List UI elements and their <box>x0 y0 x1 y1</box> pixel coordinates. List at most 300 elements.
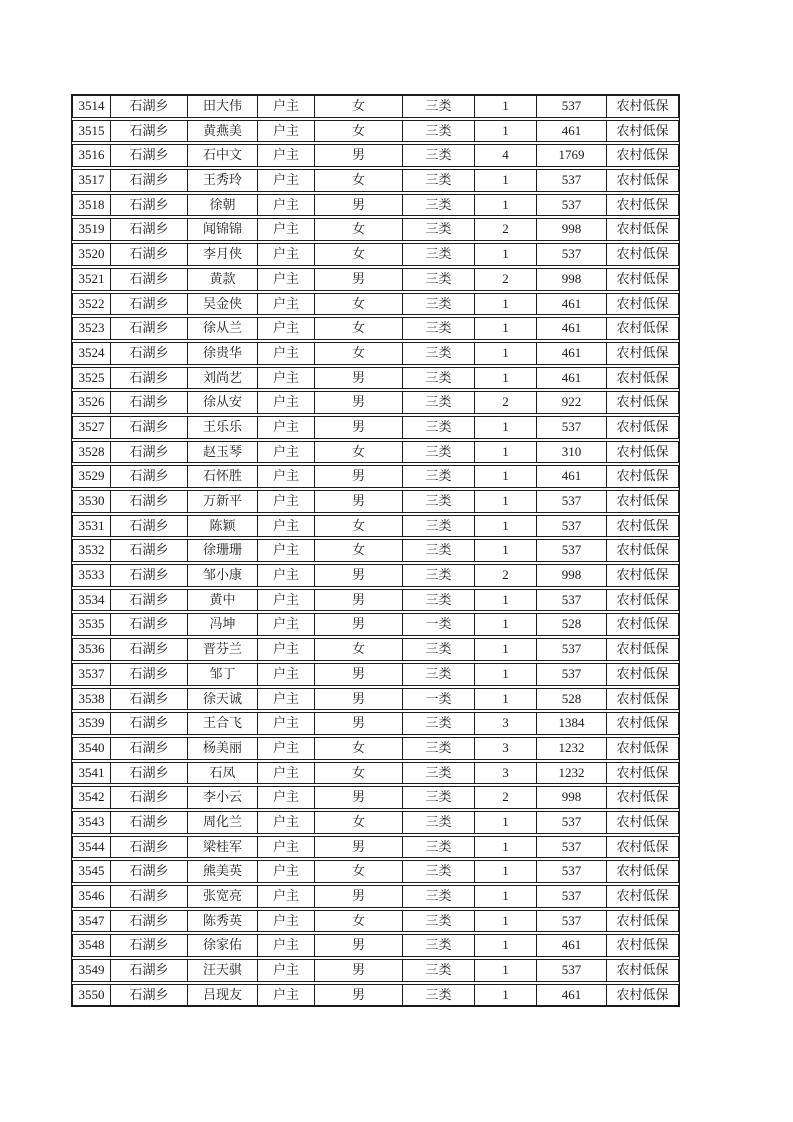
cell-name: 邹丁 <box>188 663 258 686</box>
cell-person-count: 1 <box>475 638 537 661</box>
cell-welfare-type: 农村低保 <box>607 613 679 636</box>
cell-name: 王合飞 <box>188 712 258 735</box>
cell-relation: 户主 <box>258 367 315 390</box>
cell-gender: 男 <box>315 564 403 587</box>
cell-gender: 女 <box>315 811 403 834</box>
cell-welfare-type: 农村低保 <box>607 317 679 340</box>
cell-welfare-type: 农村低保 <box>607 589 679 612</box>
cell-category: 三类 <box>403 243 475 266</box>
cell-name: 吴金侠 <box>188 293 258 316</box>
cell-relation: 户主 <box>258 885 315 908</box>
cell-amount: 537 <box>537 959 607 982</box>
cell-relation: 户主 <box>258 811 315 834</box>
table-row <box>72 441 679 464</box>
cell-amount: 998 <box>537 268 607 291</box>
table-row <box>72 144 679 167</box>
cell-serial-number: 3548 <box>72 934 111 957</box>
cell-name: 陈秀英 <box>188 910 258 933</box>
cell-category: 三类 <box>403 959 475 982</box>
cell-gender: 女 <box>315 342 403 365</box>
cell-serial-number: 3534 <box>72 589 111 612</box>
cell-welfare-type: 农村低保 <box>607 984 679 1007</box>
cell-serial-number: 3546 <box>72 885 111 908</box>
cell-welfare-type: 农村低保 <box>607 638 679 661</box>
cell-serial-number: 3547 <box>72 910 111 933</box>
cell-welfare-type: 农村低保 <box>607 515 679 538</box>
table-row <box>72 663 679 686</box>
cell-amount: 461 <box>537 293 607 316</box>
cell-serial-number: 3537 <box>72 663 111 686</box>
cell-welfare-type: 农村低保 <box>607 95 679 118</box>
cell-person-count: 1 <box>475 984 537 1007</box>
cell-township: 石湖乡 <box>111 712 188 735</box>
cell-relation: 户主 <box>258 243 315 266</box>
cell-relation: 户主 <box>258 293 315 316</box>
cell-township: 石湖乡 <box>111 416 188 439</box>
cell-township: 石湖乡 <box>111 268 188 291</box>
table-row <box>72 293 679 316</box>
cell-township: 石湖乡 <box>111 342 188 365</box>
cell-category: 三类 <box>403 539 475 562</box>
table-row <box>72 539 679 562</box>
cell-amount: 537 <box>537 589 607 612</box>
cell-serial-number: 3523 <box>72 317 111 340</box>
welfare-table-body <box>72 95 679 1006</box>
cell-township: 石湖乡 <box>111 762 188 785</box>
cell-township: 石湖乡 <box>111 811 188 834</box>
cell-amount: 537 <box>537 910 607 933</box>
cell-name: 王秀玲 <box>188 169 258 192</box>
cell-gender: 男 <box>315 959 403 982</box>
cell-township: 石湖乡 <box>111 786 188 809</box>
cell-category: 三类 <box>403 367 475 390</box>
cell-welfare-type: 农村低保 <box>607 663 679 686</box>
cell-welfare-type: 农村低保 <box>607 293 679 316</box>
table-row <box>72 169 679 192</box>
table-row <box>72 416 679 439</box>
table-row <box>72 836 679 859</box>
cell-serial-number: 3528 <box>72 441 111 464</box>
cell-gender: 女 <box>315 860 403 883</box>
cell-township: 石湖乡 <box>111 885 188 908</box>
cell-welfare-type: 农村低保 <box>607 934 679 957</box>
cell-person-count: 3 <box>475 712 537 735</box>
cell-welfare-type: 农村低保 <box>607 268 679 291</box>
table-row <box>72 959 679 982</box>
cell-gender: 男 <box>315 688 403 711</box>
cell-gender: 女 <box>315 95 403 118</box>
cell-name: 汪天骐 <box>188 959 258 982</box>
cell-amount: 537 <box>537 169 607 192</box>
cell-relation: 户主 <box>258 120 315 143</box>
cell-township: 石湖乡 <box>111 589 188 612</box>
cell-gender: 男 <box>315 490 403 513</box>
cell-person-count: 1 <box>475 243 537 266</box>
cell-amount: 537 <box>537 243 607 266</box>
cell-person-count: 1 <box>475 515 537 538</box>
cell-serial-number: 3514 <box>72 95 111 118</box>
cell-gender: 男 <box>315 416 403 439</box>
cell-serial-number: 3527 <box>72 416 111 439</box>
cell-relation: 户主 <box>258 465 315 488</box>
cell-category: 一类 <box>403 688 475 711</box>
cell-serial-number: 3542 <box>72 786 111 809</box>
cell-relation: 户主 <box>258 663 315 686</box>
cell-serial-number: 3531 <box>72 515 111 538</box>
cell-township: 石湖乡 <box>111 737 188 760</box>
cell-person-count: 1 <box>475 910 537 933</box>
cell-amount: 537 <box>537 194 607 217</box>
cell-person-count: 1 <box>475 120 537 143</box>
cell-amount: 537 <box>537 860 607 883</box>
cell-person-count: 2 <box>475 564 537 587</box>
cell-name: 吕现友 <box>188 984 258 1007</box>
cell-category: 三类 <box>403 120 475 143</box>
cell-name: 陈颖 <box>188 515 258 538</box>
cell-serial-number: 3530 <box>72 490 111 513</box>
cell-gender: 男 <box>315 934 403 957</box>
cell-township: 石湖乡 <box>111 539 188 562</box>
table-row <box>72 95 679 118</box>
cell-relation: 户主 <box>258 910 315 933</box>
table-row <box>72 984 679 1007</box>
cell-township: 石湖乡 <box>111 515 188 538</box>
table-row <box>72 712 679 735</box>
cell-name: 徐从安 <box>188 391 258 414</box>
cell-name: 黄款 <box>188 268 258 291</box>
cell-amount: 537 <box>537 416 607 439</box>
table-row <box>72 589 679 612</box>
cell-welfare-type: 农村低保 <box>607 391 679 414</box>
cell-person-count: 1 <box>475 342 537 365</box>
cell-person-count: 1 <box>475 441 537 464</box>
cell-name: 徐天诚 <box>188 688 258 711</box>
table-row <box>72 688 679 711</box>
cell-serial-number: 3544 <box>72 836 111 859</box>
cell-category: 三类 <box>403 391 475 414</box>
cell-person-count: 1 <box>475 589 537 612</box>
cell-welfare-type: 农村低保 <box>607 243 679 266</box>
cell-relation: 户主 <box>258 934 315 957</box>
table-row <box>72 860 679 883</box>
cell-township: 石湖乡 <box>111 95 188 118</box>
table-row <box>72 613 679 636</box>
cell-welfare-type: 农村低保 <box>607 712 679 735</box>
cell-amount: 461 <box>537 934 607 957</box>
cell-welfare-type: 农村低保 <box>607 342 679 365</box>
cell-category: 三类 <box>403 441 475 464</box>
cell-relation: 户主 <box>258 268 315 291</box>
table-row <box>72 564 679 587</box>
cell-person-count: 1 <box>475 663 537 686</box>
cell-relation: 户主 <box>258 762 315 785</box>
cell-person-count: 1 <box>475 367 537 390</box>
cell-name: 石凤 <box>188 762 258 785</box>
cell-serial-number: 3524 <box>72 342 111 365</box>
cell-welfare-type: 农村低保 <box>607 737 679 760</box>
cell-name: 周化兰 <box>188 811 258 834</box>
cell-person-count: 1 <box>475 613 537 636</box>
cell-name: 石怀胜 <box>188 465 258 488</box>
table-row <box>72 218 679 241</box>
table-row <box>72 638 679 661</box>
cell-name: 晋芬兰 <box>188 638 258 661</box>
cell-relation: 户主 <box>258 95 315 118</box>
cell-category: 三类 <box>403 268 475 291</box>
cell-amount: 461 <box>537 120 607 143</box>
welfare-table-wrapper <box>71 94 680 1007</box>
cell-gender: 男 <box>315 885 403 908</box>
cell-serial-number: 3522 <box>72 293 111 316</box>
cell-gender: 男 <box>315 194 403 217</box>
cell-relation: 户主 <box>258 539 315 562</box>
cell-person-count: 1 <box>475 194 537 217</box>
cell-welfare-type: 农村低保 <box>607 811 679 834</box>
cell-township: 石湖乡 <box>111 465 188 488</box>
cell-relation: 户主 <box>258 589 315 612</box>
cell-relation: 户主 <box>258 144 315 167</box>
cell-gender: 男 <box>315 391 403 414</box>
cell-serial-number: 3545 <box>72 860 111 883</box>
cell-amount: 461 <box>537 984 607 1007</box>
cell-serial-number: 3518 <box>72 194 111 217</box>
cell-welfare-type: 农村低保 <box>607 959 679 982</box>
cell-category: 三类 <box>403 144 475 167</box>
cell-person-count: 1 <box>475 293 537 316</box>
cell-amount: 528 <box>537 613 607 636</box>
cell-gender: 女 <box>315 293 403 316</box>
cell-relation: 户主 <box>258 836 315 859</box>
table-row <box>72 490 679 513</box>
cell-category: 三类 <box>403 317 475 340</box>
cell-category: 一类 <box>403 613 475 636</box>
cell-amount: 528 <box>537 688 607 711</box>
cell-amount: 537 <box>537 885 607 908</box>
cell-gender: 女 <box>315 441 403 464</box>
cell-township: 石湖乡 <box>111 194 188 217</box>
cell-amount: 922 <box>537 391 607 414</box>
cell-category: 三类 <box>403 342 475 365</box>
cell-name: 赵玉琴 <box>188 441 258 464</box>
table-row <box>72 786 679 809</box>
cell-person-count: 1 <box>475 688 537 711</box>
cell-person-count: 1 <box>475 95 537 118</box>
cell-township: 石湖乡 <box>111 959 188 982</box>
cell-amount: 1384 <box>537 712 607 735</box>
cell-name: 徐珊珊 <box>188 539 258 562</box>
table-row <box>72 515 679 538</box>
cell-welfare-type: 农村低保 <box>607 465 679 488</box>
cell-gender: 男 <box>315 268 403 291</box>
cell-amount: 1769 <box>537 144 607 167</box>
cell-gender: 男 <box>315 786 403 809</box>
cell-township: 石湖乡 <box>111 144 188 167</box>
cell-amount: 537 <box>537 663 607 686</box>
cell-name: 田大伟 <box>188 95 258 118</box>
cell-category: 三类 <box>403 416 475 439</box>
cell-name: 徐贵华 <box>188 342 258 365</box>
cell-serial-number: 3535 <box>72 613 111 636</box>
cell-gender: 女 <box>315 737 403 760</box>
cell-person-count: 1 <box>475 169 537 192</box>
table-row <box>72 120 679 143</box>
cell-gender: 女 <box>315 218 403 241</box>
cell-name: 刘尚艺 <box>188 367 258 390</box>
cell-category: 三类 <box>403 786 475 809</box>
cell-gender: 男 <box>315 589 403 612</box>
cell-gender: 男 <box>315 663 403 686</box>
cell-welfare-type: 农村低保 <box>607 688 679 711</box>
cell-township: 石湖乡 <box>111 293 188 316</box>
cell-welfare-type: 农村低保 <box>607 169 679 192</box>
cell-township: 石湖乡 <box>111 441 188 464</box>
cell-name: 李月侠 <box>188 243 258 266</box>
cell-relation: 户主 <box>258 638 315 661</box>
cell-serial-number: 3517 <box>72 169 111 192</box>
cell-name: 石中文 <box>188 144 258 167</box>
cell-welfare-type: 农村低保 <box>607 836 679 859</box>
cell-category: 三类 <box>403 836 475 859</box>
cell-category: 三类 <box>403 589 475 612</box>
cell-person-count: 1 <box>475 416 537 439</box>
cell-township: 石湖乡 <box>111 243 188 266</box>
cell-serial-number: 3550 <box>72 984 111 1007</box>
cell-person-count: 1 <box>475 811 537 834</box>
cell-amount: 537 <box>537 836 607 859</box>
cell-serial-number: 3540 <box>72 737 111 760</box>
cell-amount: 310 <box>537 441 607 464</box>
cell-amount: 461 <box>537 465 607 488</box>
cell-amount: 537 <box>537 490 607 513</box>
cell-serial-number: 3515 <box>72 120 111 143</box>
table-row <box>72 811 679 834</box>
cell-gender: 女 <box>315 638 403 661</box>
cell-category: 三类 <box>403 515 475 538</box>
cell-category: 三类 <box>403 465 475 488</box>
cell-amount: 998 <box>537 564 607 587</box>
cell-person-count: 1 <box>475 860 537 883</box>
cell-relation: 户主 <box>258 688 315 711</box>
cell-township: 石湖乡 <box>111 120 188 143</box>
cell-category: 三类 <box>403 984 475 1007</box>
table-row <box>72 391 679 414</box>
cell-serial-number: 3538 <box>72 688 111 711</box>
table-row <box>72 762 679 785</box>
cell-category: 三类 <box>403 95 475 118</box>
cell-relation: 户主 <box>258 218 315 241</box>
cell-amount: 461 <box>537 342 607 365</box>
cell-welfare-type: 农村低保 <box>607 144 679 167</box>
table-row <box>72 342 679 365</box>
cell-welfare-type: 农村低保 <box>607 885 679 908</box>
cell-person-count: 1 <box>475 490 537 513</box>
cell-name: 万新平 <box>188 490 258 513</box>
cell-township: 石湖乡 <box>111 367 188 390</box>
cell-category: 三类 <box>403 934 475 957</box>
cell-category: 三类 <box>403 293 475 316</box>
table-row <box>72 885 679 908</box>
cell-person-count: 1 <box>475 465 537 488</box>
cell-relation: 户主 <box>258 786 315 809</box>
table-row <box>72 367 679 390</box>
cell-welfare-type: 农村低保 <box>607 786 679 809</box>
cell-township: 石湖乡 <box>111 218 188 241</box>
cell-township: 石湖乡 <box>111 984 188 1007</box>
cell-gender: 男 <box>315 144 403 167</box>
cell-serial-number: 3520 <box>72 243 111 266</box>
cell-amount: 461 <box>537 367 607 390</box>
cell-gender: 男 <box>315 367 403 390</box>
cell-category: 三类 <box>403 564 475 587</box>
table-row <box>72 194 679 217</box>
cell-person-count: 2 <box>475 391 537 414</box>
cell-township: 石湖乡 <box>111 638 188 661</box>
cell-serial-number: 3521 <box>72 268 111 291</box>
cell-welfare-type: 农村低保 <box>607 490 679 513</box>
table-row <box>72 910 679 933</box>
cell-serial-number: 3532 <box>72 539 111 562</box>
cell-amount: 461 <box>537 317 607 340</box>
cell-category: 三类 <box>403 885 475 908</box>
cell-gender: 男 <box>315 712 403 735</box>
cell-amount: 998 <box>537 786 607 809</box>
cell-name: 黄燕美 <box>188 120 258 143</box>
cell-relation: 户主 <box>258 342 315 365</box>
cell-relation: 户主 <box>258 391 315 414</box>
cell-amount: 1232 <box>537 737 607 760</box>
cell-welfare-type: 农村低保 <box>607 860 679 883</box>
table-row <box>72 243 679 266</box>
cell-name: 邹小康 <box>188 564 258 587</box>
cell-category: 三类 <box>403 737 475 760</box>
cell-gender: 女 <box>315 910 403 933</box>
cell-person-count: 4 <box>475 144 537 167</box>
cell-township: 石湖乡 <box>111 391 188 414</box>
cell-welfare-type: 农村低保 <box>607 910 679 933</box>
cell-township: 石湖乡 <box>111 613 188 636</box>
cell-amount: 537 <box>537 638 607 661</box>
cell-township: 石湖乡 <box>111 564 188 587</box>
cell-category: 三类 <box>403 663 475 686</box>
cell-serial-number: 3519 <box>72 218 111 241</box>
cell-relation: 户主 <box>258 737 315 760</box>
cell-relation: 户主 <box>258 194 315 217</box>
cell-welfare-type: 农村低保 <box>607 218 679 241</box>
cell-person-count: 2 <box>475 218 537 241</box>
cell-relation: 户主 <box>258 613 315 636</box>
cell-gender: 女 <box>315 317 403 340</box>
cell-gender: 女 <box>315 762 403 785</box>
cell-name: 李小云 <box>188 786 258 809</box>
cell-category: 三类 <box>403 712 475 735</box>
cell-welfare-type: 农村低保 <box>607 194 679 217</box>
cell-relation: 户主 <box>258 490 315 513</box>
cell-welfare-type: 农村低保 <box>607 416 679 439</box>
cell-serial-number: 3541 <box>72 762 111 785</box>
cell-category: 三类 <box>403 811 475 834</box>
cell-township: 石湖乡 <box>111 663 188 686</box>
cell-relation: 户主 <box>258 169 315 192</box>
table-row <box>72 737 679 760</box>
cell-serial-number: 3533 <box>72 564 111 587</box>
cell-gender: 男 <box>315 613 403 636</box>
cell-relation: 户主 <box>258 959 315 982</box>
cell-name: 熊美英 <box>188 860 258 883</box>
cell-category: 三类 <box>403 910 475 933</box>
cell-name: 徐家佑 <box>188 934 258 957</box>
cell-category: 三类 <box>403 762 475 785</box>
cell-relation: 户主 <box>258 441 315 464</box>
